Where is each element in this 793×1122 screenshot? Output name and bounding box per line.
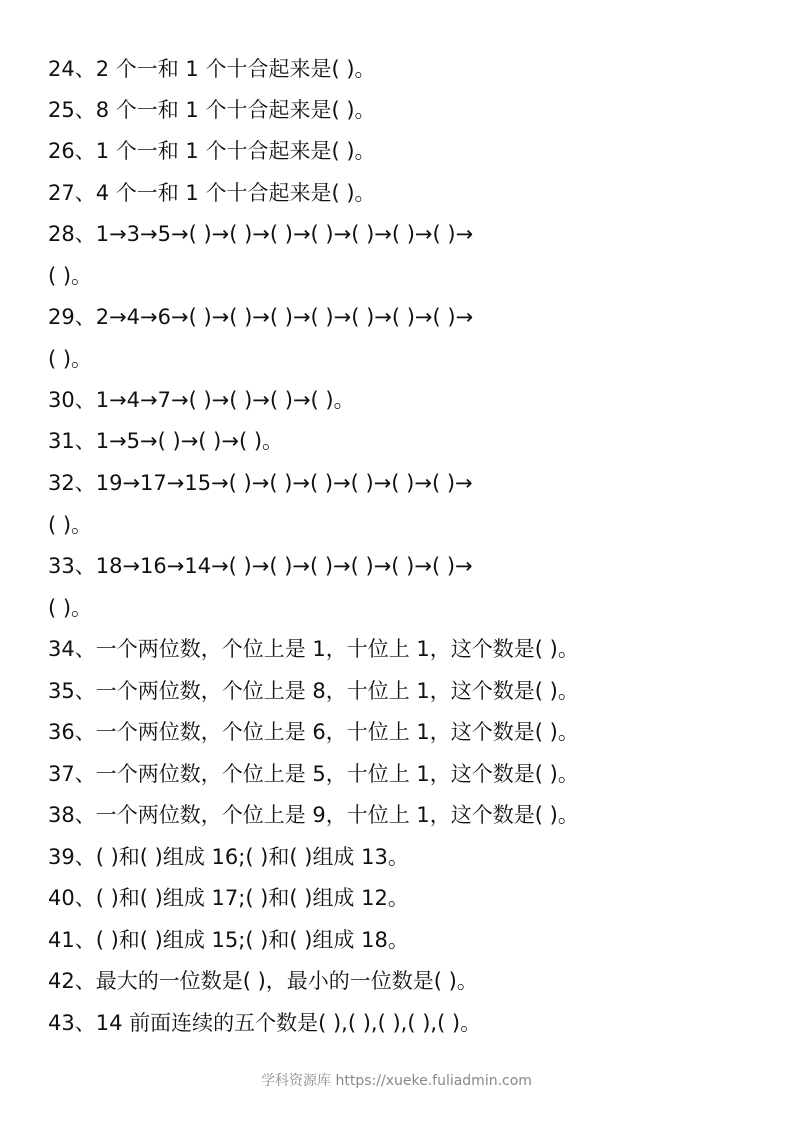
question-text: 43、14 前面连续的五个数是( ),( ),( ),( ),( )。 [48,1011,482,1035]
question-text: 37、一个两位数，个位上是 5，十位上 1，这个数是( )。 [48,762,579,786]
question-continuation: ( )。 [48,346,93,371]
question-continuation: ( )。 [48,512,93,537]
question-text: 29、2→4→6→( )→( )→( )→( )→( )→( )→( )→ [48,305,474,329]
question-text: 26、1 个一和 1 个十合起来是( )。 [48,139,376,163]
question-text: 36、一个两位数，个位上是 6，十位上 1，这个数是( )。 [48,720,579,744]
question-text: 28、1→3→5→( )→( )→( )→( )→( )→( )→( )→ [48,222,474,246]
question-24 [48,49,748,91]
question-33 [48,546,748,629]
question-35 [48,671,748,713]
question-continuation: ( )。 [48,263,93,288]
question-39 [48,837,748,879]
question-37 [48,754,748,796]
question-text: 40、( )和( )组成 17;( )和( )组成 12。 [48,886,409,910]
question-34 [48,629,748,671]
question-text: 30、1→4→7→( )→( )→( )→( )。 [48,388,355,412]
question-text: 35、一个两位数，个位上是 8，十位上 1，这个数是( )。 [48,679,579,703]
question-30 [48,380,748,422]
question-31 [48,421,748,463]
question-text: 39、( )和( )组成 16;( )和( )组成 13。 [48,845,409,869]
question-text: 32、19→17→15→( )→( )→( )→( )→( )→( )→ [48,471,473,495]
question-41 [48,920,748,962]
question-text: 38、一个两位数，个位上是 9，十位上 1，这个数是( )。 [48,803,579,827]
question-25 [48,90,748,132]
question-32 [48,463,748,546]
question-text: 42、最大的一位数是( )，最小的一位数是( )。 [48,969,478,993]
question-29 [48,297,748,380]
question-38 [48,795,748,837]
question-36 [48,712,748,754]
question-text: 41、( )和( )组成 15;( )和( )组成 18。 [48,928,409,952]
question-26 [48,131,748,173]
question-43 [48,1003,748,1045]
question-continuation: ( )。 [48,595,93,620]
question-text: 34、一个两位数，个位上是 1，十位上 1，这个数是( )。 [48,637,579,661]
question-text: 31、1→5→( )→( )→( )。 [48,429,284,453]
question-text: 33、18→16→14→( )→( )→( )→( )→( )→( )→ [48,554,473,578]
question-text: 25、8 个一和 1 个十合起来是( )。 [48,98,376,122]
question-text: 24、2 个一和 1 个十合起来是( )。 [48,57,376,81]
question-28 [48,214,748,297]
question-42 [48,961,748,1003]
footer-watermark: 学科资源库 https://xueke.fuliadmin.com [261,1073,532,1089]
question-40 [48,878,748,920]
question-text: 27、4 个一和 1 个十合起来是( )。 [48,181,376,205]
question-27 [48,173,748,215]
